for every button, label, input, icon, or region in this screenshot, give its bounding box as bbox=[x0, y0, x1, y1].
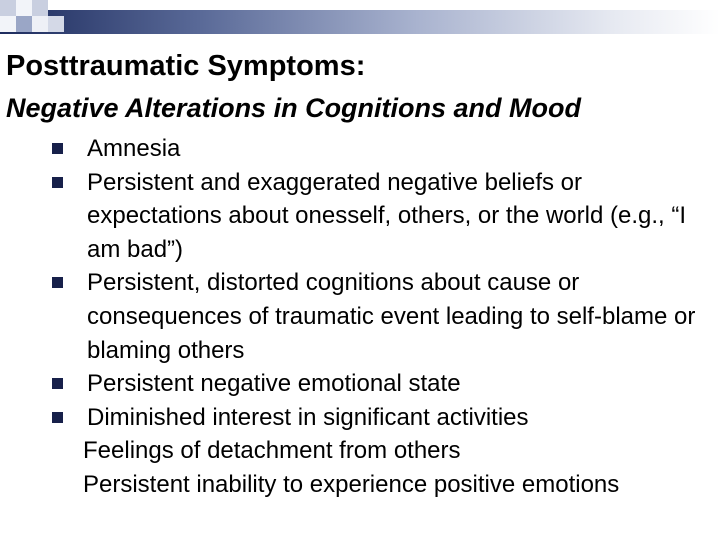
bullet-text: Persistent negative emotional state bbox=[87, 370, 461, 398]
square-bullet-icon bbox=[52, 177, 63, 188]
list-item bbox=[0, 132, 720, 166]
deco-square bbox=[16, 0, 32, 16]
bullet-text: Diminished interest in significant activities bbox=[87, 403, 529, 431]
deco-square bbox=[0, 0, 16, 16]
bullet-text: Persistent, distorted cognitions about cause or consequences of traumatic event leading to self-blame or blaming others bbox=[87, 269, 696, 364]
list-item bbox=[0, 166, 720, 267]
bullet-list bbox=[0, 132, 720, 502]
square-bullet-icon bbox=[52, 378, 63, 389]
list-item bbox=[0, 367, 720, 401]
slide-subtitle: Negative Alterations in Cognitions and Mood bbox=[6, 93, 582, 123]
deco-square bbox=[32, 0, 48, 16]
deco-square bbox=[48, 16, 64, 32]
list-item bbox=[0, 266, 720, 367]
square-bullet-icon bbox=[52, 143, 63, 154]
gradient-bar bbox=[0, 10, 720, 34]
deco-square bbox=[16, 16, 32, 32]
plain-line: Feelings of detachment from others bbox=[83, 437, 461, 465]
bullet-text: Persistent and exaggerated negative beliefs or expectations about onesself, others, or the world (e.g., “I am bad”) bbox=[87, 168, 686, 263]
list-item bbox=[0, 401, 720, 435]
square-bullet-icon bbox=[52, 412, 63, 423]
slide-title: Posttraumatic Symptoms: bbox=[6, 50, 366, 82]
deco-square bbox=[0, 16, 16, 32]
square-bullet-icon bbox=[52, 277, 63, 288]
header-decoration bbox=[0, 0, 720, 40]
deco-square bbox=[32, 16, 48, 32]
plain-line: Persistent inability to experience positive emotions bbox=[83, 470, 620, 498]
bullet-text: Amnesia bbox=[87, 135, 181, 162]
